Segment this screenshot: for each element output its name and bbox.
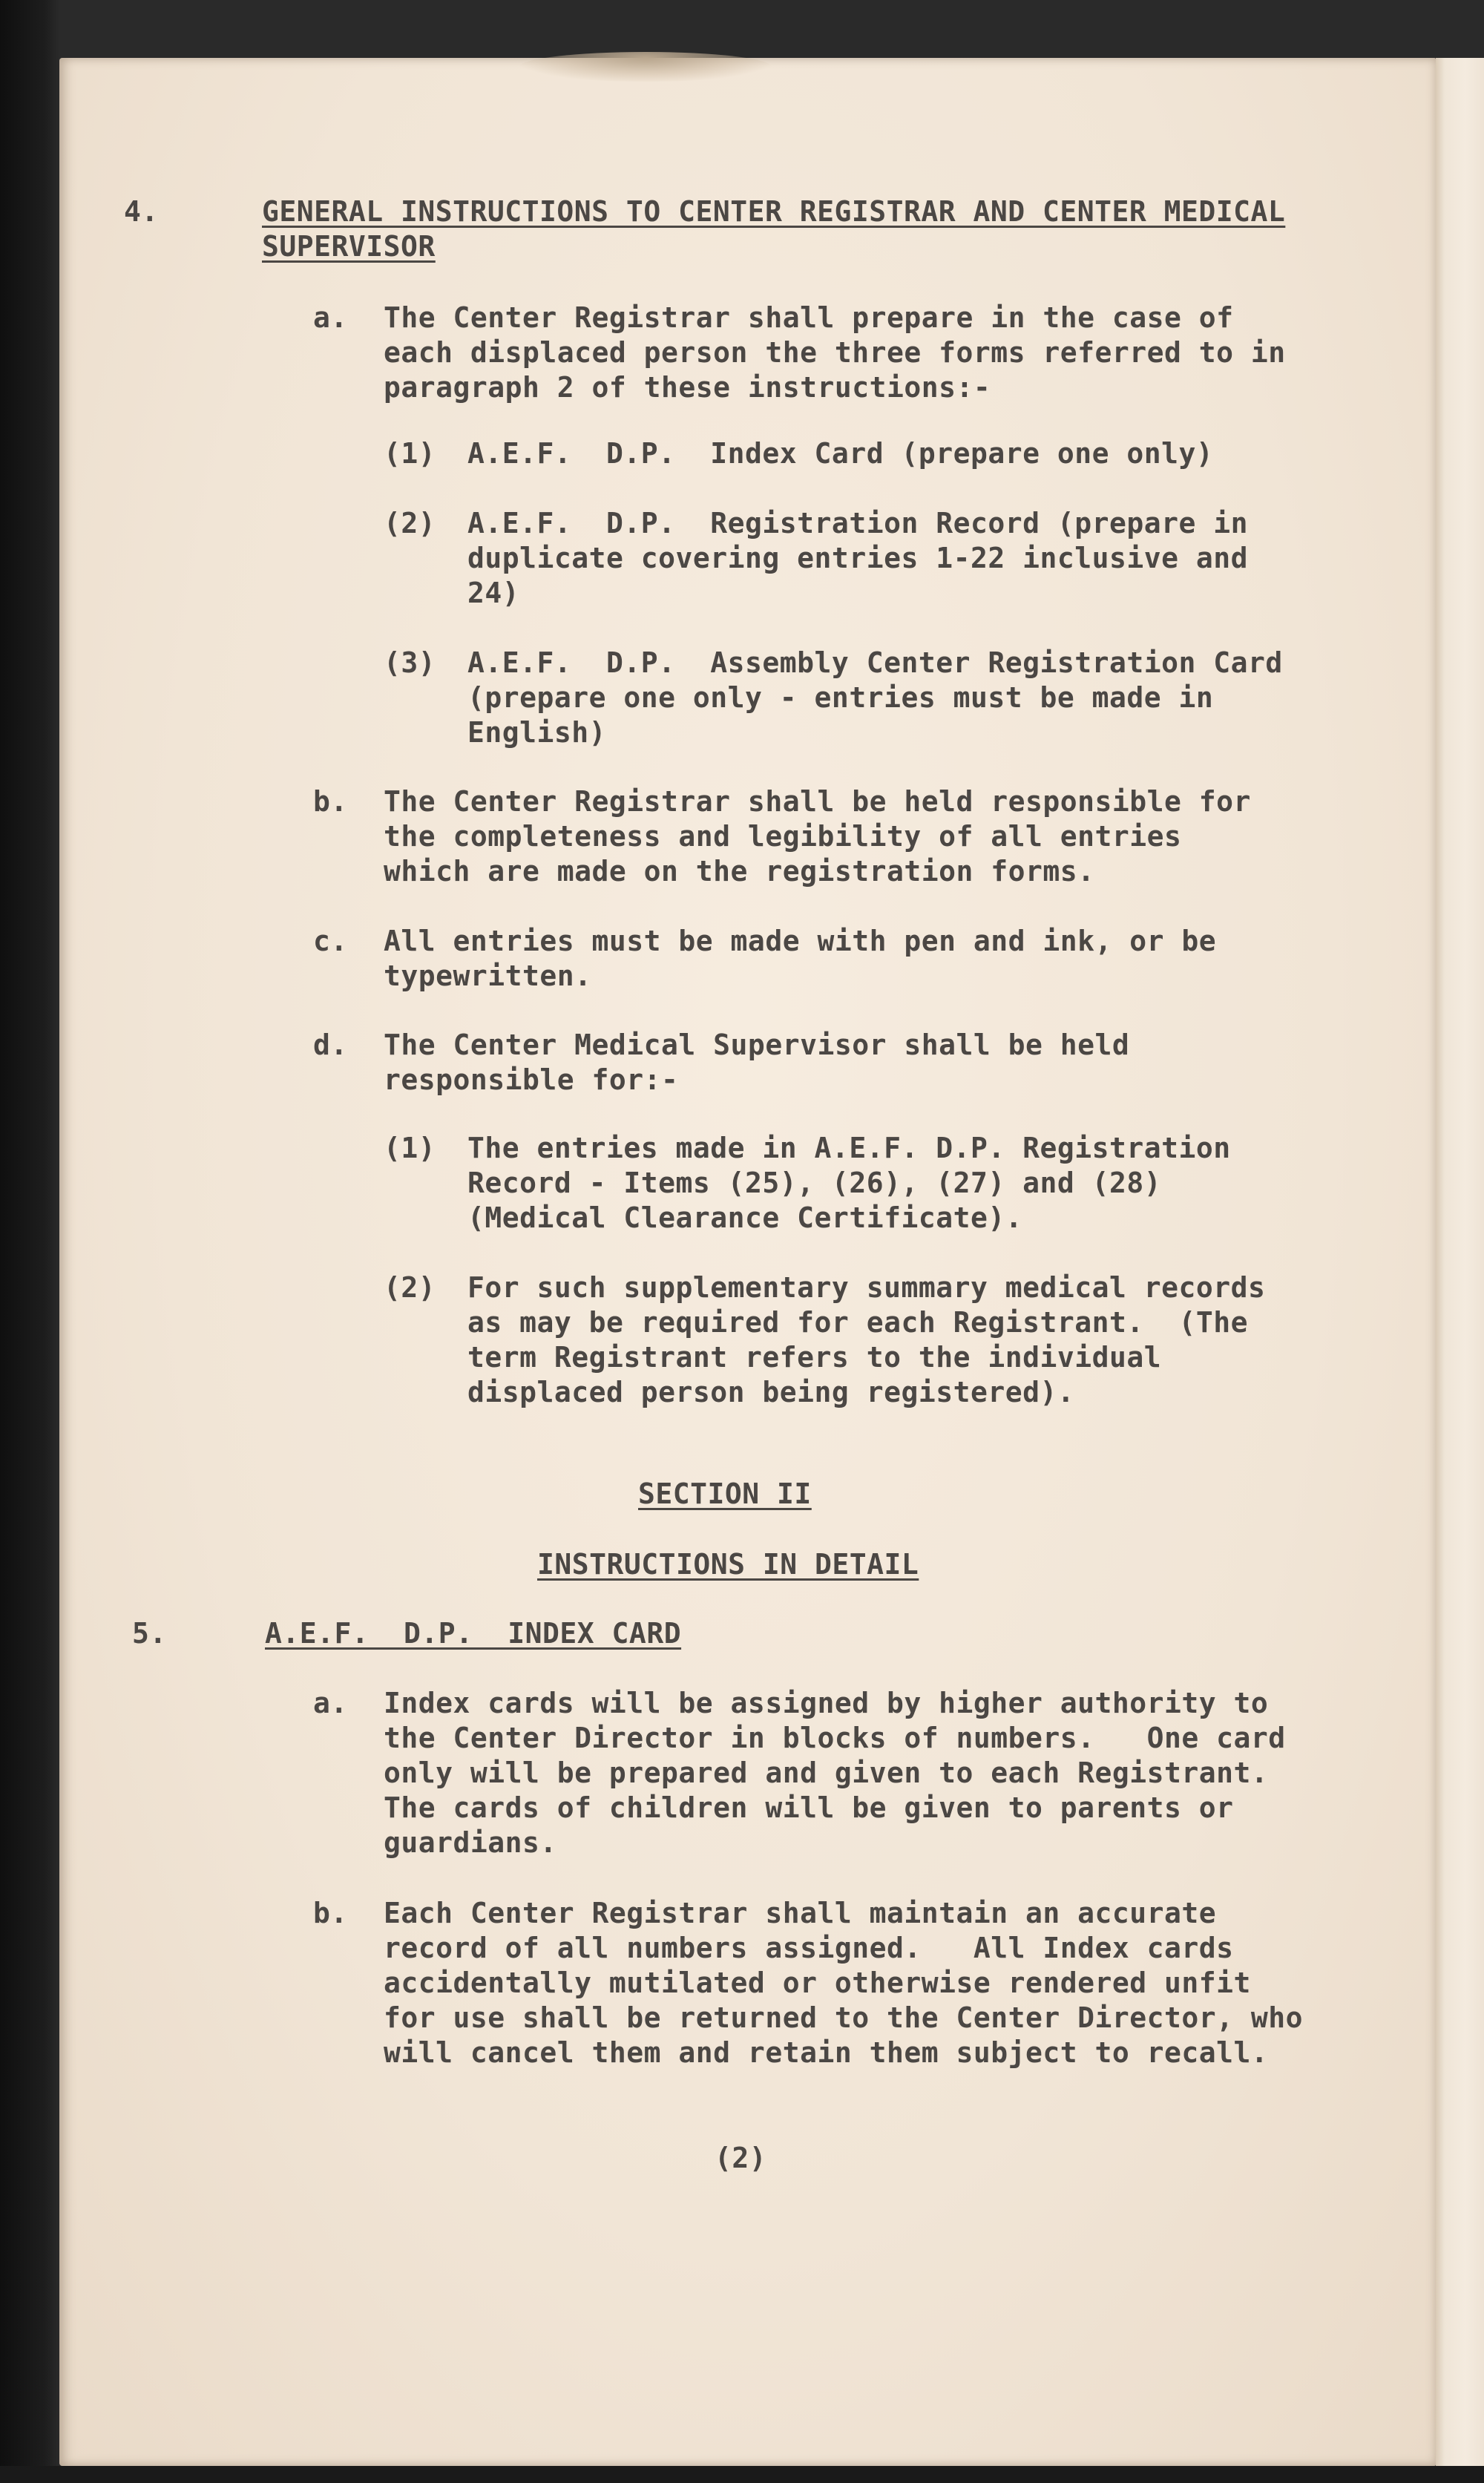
section-5-heading: A.E.F. D.P. INDEX CARD	[265, 1617, 682, 1650]
para-4b-marker: b.	[313, 785, 348, 818]
para-4a-marker: a.	[313, 301, 348, 334]
item-4a1-line-1: A.E.F. D.P. Index Card (prepare one only)	[467, 437, 1214, 470]
item-4d1-marker: (1)	[384, 1132, 436, 1164]
para-4d-line-2: responsible for:-	[384, 1063, 679, 1096]
para-4d-line-1: The Center Medical Supervisor shall be held	[384, 1029, 1130, 1061]
para-5b-line-4: for use shall be returned to the Center Director, who	[384, 2001, 1304, 2034]
item-4a3-line-2: (prepare one only - entries must be made in	[467, 681, 1214, 714]
para-4c-marker: c.	[313, 925, 348, 957]
para-4a-line-1: The Center Registrar shall prepare in the case of	[384, 301, 1234, 334]
para-4a-line-2: each displaced person the three forms referred to in	[384, 336, 1286, 369]
section-4-heading-line-1: GENERAL INSTRUCTIONS TO CENTER REGISTRAR AND CENTER MEDICAL	[262, 195, 1286, 228]
para-4a-line-3: paragraph 2 of these instructions:-	[384, 371, 991, 404]
para-5a-line-1: Index cards will be assigned by higher authority to	[384, 1687, 1269, 1719]
para-5a-line-3: only will be prepared and given to each Registrant.	[384, 1757, 1269, 1789]
binding-stain	[519, 52, 772, 82]
para-5a-marker: a.	[313, 1687, 348, 1719]
item-4a2-line-1: A.E.F. D.P. Registration Record (prepare in	[467, 507, 1249, 539]
item-4a2-marker: (2)	[384, 507, 436, 539]
para-5a-line-5: guardians.	[384, 1826, 557, 1859]
para-5b-line-3: accidentally mutilated or otherwise rendered unfit	[384, 1967, 1251, 1999]
item-4d2-line-3: term Registrant refers to the individual	[467, 1341, 1162, 1374]
section-ii-subtitle: INSTRUCTIONS IN DETAIL	[537, 1548, 919, 1581]
para-4d-marker: d.	[313, 1029, 348, 1061]
item-4d2-marker: (2)	[384, 1271, 436, 1304]
para-5b-line-2: record of all numbers assigned. All Index cards	[384, 1932, 1234, 1964]
item-4d1-line-1: The entries made in A.E.F. D.P. Registration	[467, 1132, 1231, 1164]
item-4a2-line-2: duplicate covering entries 1-22 inclusive and	[467, 542, 1249, 574]
scanner-background	[0, 2466, 1484, 2483]
document-page	[59, 58, 1436, 2466]
para-4b-line-1: The Center Registrar shall be held responsible for	[384, 785, 1251, 818]
para-5b-line-5: will cancel them and retain them subject to recall.	[384, 2036, 1269, 2069]
para-5b-line-1: Each Center Registrar shall maintain an accurate	[384, 1897, 1217, 1929]
para-4c-line-2: typewritten.	[384, 960, 592, 992]
item-4a2-line-3: 24)	[467, 577, 520, 609]
para-5b-marker: b.	[313, 1897, 348, 1929]
item-4d1-line-2: Record - Items (25), (26), (27) and (28)	[467, 1167, 1162, 1199]
item-4d2-line-4: displaced person being registered).	[467, 1376, 1075, 1408]
section-4-heading-line-2: SUPERVISOR	[262, 230, 436, 263]
para-4b-line-2: the completeness and legibility of all entries	[384, 820, 1182, 853]
para-4c-line-1: All entries must be made with pen and ink, or be	[384, 925, 1217, 957]
item-4d2-line-1: For such supplementary summary medical records	[467, 1271, 1266, 1304]
item-4d2-line-2: as may be required for each Registrant. (The	[467, 1306, 1249, 1339]
para-5a-line-4: The cards of children will be given to parents or	[384, 1791, 1234, 1824]
item-4a3-line-1: A.E.F. D.P. Assembly Center Registration Card	[467, 646, 1283, 679]
section-4-number: 4.	[124, 195, 159, 228]
section-ii-title: SECTION II	[638, 1477, 812, 1510]
item-4a1-marker: (1)	[384, 437, 436, 470]
para-5a-line-2: the Center Director in blocks of numbers. One card	[384, 1722, 1286, 1754]
next-page-edge	[1436, 58, 1484, 2466]
section-5-number: 5.	[132, 1617, 167, 1650]
item-4a3-marker: (3)	[384, 646, 436, 679]
page-number: (2)	[715, 2142, 767, 2174]
para-4b-line-3: which are made on the registration forms.	[384, 855, 1095, 888]
item-4d1-line-3: (Medical Clearance Certificate).	[467, 1201, 1023, 1234]
item-4a3-line-3: English)	[467, 716, 607, 749]
